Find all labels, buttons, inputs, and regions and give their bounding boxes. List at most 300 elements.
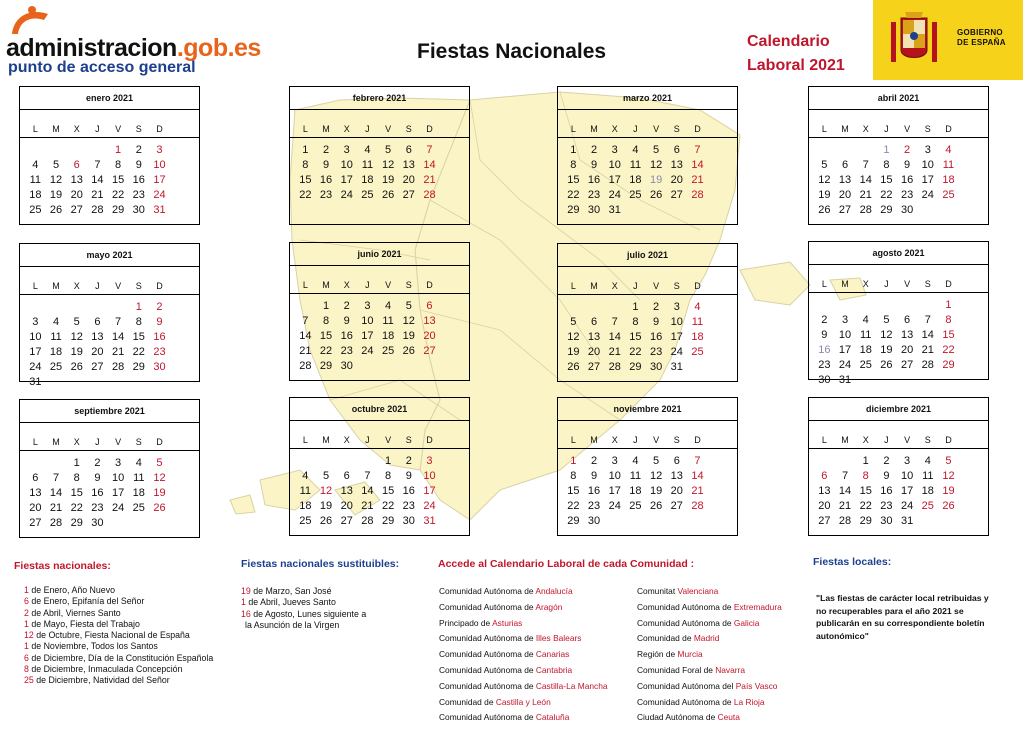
- holiday-date-number: 1: [24, 618, 29, 629]
- weekday-label: D: [945, 279, 952, 289]
- day-grid: [558, 449, 737, 529]
- weekday-label: S: [135, 124, 142, 134]
- day-cell: 9: [904, 159, 911, 171]
- empty-cell: [604, 300, 625, 315]
- day-cell: 26: [649, 189, 663, 201]
- day-cell: 23: [132, 189, 145, 201]
- weekday-label: V: [385, 124, 392, 134]
- day-cell: 19: [153, 487, 166, 499]
- day-cell: 21: [111, 346, 125, 358]
- comunidad-name[interactable]: Navarra: [715, 664, 746, 675]
- day-cell: 4: [385, 300, 392, 312]
- day-cell: 4: [924, 455, 931, 467]
- day-cell: 4: [862, 314, 869, 326]
- day-cell: 11: [922, 470, 934, 482]
- day-cell: 18: [942, 174, 955, 186]
- day-cell: 22: [70, 502, 83, 514]
- day-cell: 18: [49, 346, 63, 358]
- empty-cell: [835, 298, 856, 313]
- day-cell: 28: [361, 515, 374, 527]
- weekday-label: X: [343, 124, 350, 134]
- day-cell: 25: [29, 204, 42, 216]
- gobierno-line1: GOBIERNO: [957, 28, 1003, 37]
- day-cell: 30: [91, 517, 104, 529]
- day-cell: 13: [402, 159, 415, 171]
- day-cell: 19: [49, 189, 63, 201]
- comunidades-title: Accede al Calendario Laboral de cada Comunidad :: [438, 558, 695, 570]
- holiday-date-number: 6: [24, 596, 29, 607]
- month-may: [19, 243, 200, 388]
- logo-domain: .gob.es: [176, 34, 261, 62]
- day-cell: 23: [587, 189, 601, 201]
- empty-cell: [336, 454, 357, 469]
- day-cell: 8: [115, 159, 122, 171]
- comunidad-link[interactable]: [439, 631, 608, 647]
- day-cell: 30: [132, 204, 145, 216]
- day-cell: 11: [942, 159, 955, 171]
- day-cell: 20: [29, 502, 42, 514]
- comunidad-name[interactable]: Castilla y León: [495, 696, 551, 707]
- day-cell: 20: [838, 189, 852, 201]
- month-october: [289, 397, 470, 536]
- empty-cell: [87, 143, 108, 158]
- day-cell: 4: [364, 144, 371, 156]
- day-cell: 3: [32, 316, 39, 328]
- weekday-label: V: [115, 281, 122, 291]
- day-cell: 25: [629, 500, 642, 512]
- day-cell: 29: [319, 360, 333, 372]
- day-cell: 17: [838, 344, 852, 356]
- day-cell: 5: [653, 455, 660, 467]
- month-title: noviembre 2021: [558, 398, 737, 421]
- weekday-label: L: [302, 435, 308, 445]
- month-title: febrero 2021: [290, 87, 469, 110]
- weekday-label: S: [924, 279, 931, 289]
- comunidad-prefix: Comunitat: [637, 586, 678, 596]
- day-cell: 28: [859, 204, 872, 216]
- day-cell: 19: [649, 485, 663, 497]
- day-cell: 11: [299, 485, 312, 497]
- holiday-item: [24, 653, 234, 664]
- day-cell: 31: [900, 515, 914, 527]
- day-cell: 3: [364, 300, 371, 312]
- day-cell: 18: [629, 485, 642, 497]
- day-cell: 11: [50, 331, 62, 343]
- day-cell: 17: [608, 485, 621, 497]
- day-cell: 18: [299, 500, 312, 512]
- weekday-label: D: [694, 435, 701, 445]
- day-cell: 31: [838, 374, 852, 386]
- day-cell: 5: [52, 159, 60, 171]
- day-cell: 14: [91, 174, 104, 186]
- weekday-label: D: [156, 437, 163, 447]
- comunidad-name[interactable]: Ceuta: [717, 712, 740, 723]
- day-cell: 20: [340, 500, 353, 512]
- day-cell: 8: [862, 470, 869, 482]
- comunidad-link[interactable]: [439, 647, 608, 663]
- day-cell: 10: [670, 316, 683, 328]
- comunidad-link[interactable]: [637, 600, 782, 616]
- day-grid: [558, 295, 737, 375]
- day-cell: 13: [340, 485, 353, 497]
- day-cell: 24: [111, 502, 125, 514]
- weekday-header: [809, 110, 988, 134]
- day-cell: 12: [942, 470, 955, 482]
- day-grid: [809, 138, 988, 218]
- comunidades-section: [438, 558, 808, 723]
- weekday-label: V: [115, 124, 122, 134]
- day-cell: 9: [156, 316, 163, 328]
- day-cell: 24: [423, 500, 436, 512]
- day-cell: 1: [73, 457, 80, 469]
- day-grid: [290, 138, 469, 203]
- comunidad-link[interactable]: [439, 584, 608, 600]
- day-cell: 29: [567, 515, 580, 527]
- comunidad-name[interactable]: Canarias: [535, 649, 570, 660]
- comunidad-link[interactable]: [637, 616, 782, 632]
- day-cell: 22: [111, 189, 125, 201]
- comunidad-link[interactable]: [439, 710, 608, 726]
- comunidad-link[interactable]: [637, 631, 782, 647]
- weekday-label: D: [426, 124, 433, 134]
- weekday-label: S: [405, 435, 412, 445]
- day-cell: 3: [611, 455, 618, 467]
- day-cell: 28: [838, 515, 852, 527]
- holiday-description: de Mayo, Fiesta del Trabajo: [28, 618, 140, 629]
- weekday-label: X: [343, 435, 350, 445]
- day-cell: 16: [319, 174, 333, 186]
- weekday-label: L: [302, 124, 308, 134]
- day-cell: 1: [883, 144, 890, 156]
- day-cell: 12: [153, 472, 166, 484]
- calendar-title-line1: Calendario: [747, 33, 830, 50]
- day-cell: 17: [608, 174, 621, 186]
- day-cell: 17: [153, 174, 166, 186]
- day-cell: 20: [900, 344, 914, 356]
- logo-subtitle: punto de acceso general: [8, 59, 196, 76]
- day-cell: 1: [302, 144, 309, 156]
- weekday-label: L: [570, 281, 576, 291]
- comunidad-link[interactable]: [637, 695, 782, 711]
- comunidad-name[interactable]: Madrid: [693, 633, 720, 644]
- weekday-label: S: [405, 124, 412, 134]
- day-cell: 3: [115, 457, 122, 469]
- weekday-header: [290, 421, 469, 445]
- holiday-item: [24, 608, 234, 619]
- day-cell: 22: [629, 346, 642, 358]
- day-cell: 7: [611, 316, 618, 328]
- comunidad-prefix: Ciudad Autónoma de: [637, 712, 718, 723]
- day-cell: 8: [632, 316, 639, 328]
- day-cell: 18: [921, 485, 934, 497]
- day-cell: 21: [91, 189, 104, 201]
- day-cell: 16: [91, 487, 104, 499]
- day-cell: 13: [900, 329, 914, 341]
- weekday-label: S: [924, 124, 931, 134]
- comunidad-name[interactable]: La Rioja: [733, 696, 765, 707]
- logo-main: administracion: [6, 34, 177, 62]
- day-cell: 7: [94, 159, 101, 171]
- calendar-title: [747, 30, 845, 78]
- weekday-label: S: [135, 281, 142, 291]
- comunidades-col1: [439, 584, 608, 726]
- day-cell: 9: [322, 159, 330, 171]
- comunidad-name[interactable]: Cataluña: [535, 712, 570, 723]
- day-grid: [20, 138, 199, 218]
- day-cell: 22: [299, 189, 312, 201]
- day-cell: 1: [115, 144, 122, 156]
- day-cell: 15: [567, 174, 580, 186]
- comunidad-link[interactable]: [637, 710, 782, 726]
- day-cell: 1: [862, 455, 869, 467]
- weekday-header: [809, 421, 988, 445]
- month-august: [808, 241, 989, 386]
- comunidad-link[interactable]: [439, 663, 608, 679]
- weekday-label: M: [590, 124, 598, 134]
- weekday-label: J: [95, 281, 100, 291]
- day-cell: 24: [921, 189, 934, 201]
- weekday-label: J: [365, 435, 370, 445]
- day-cell: 16: [153, 331, 166, 343]
- day-cell: 25: [691, 346, 704, 358]
- day-cell: 18: [629, 174, 642, 186]
- day-cell: 18: [29, 189, 42, 201]
- day-cell: 30: [587, 515, 601, 527]
- day-cell: 16: [818, 344, 831, 356]
- day-cell: 18: [381, 330, 395, 342]
- gobierno-text: [957, 28, 1006, 48]
- weekday-label: J: [365, 124, 370, 134]
- weekday-label: V: [115, 437, 122, 447]
- holiday-date-number: 1: [24, 641, 29, 652]
- month-september: [19, 399, 200, 538]
- weekday-label: D: [694, 124, 701, 134]
- comunidad-name[interactable]: Valenciana: [677, 586, 719, 596]
- day-cell: 16: [880, 485, 893, 497]
- day-cell: 28: [691, 189, 704, 201]
- day-cell: 22: [942, 344, 955, 356]
- day-cell: 17: [900, 485, 914, 497]
- comunidad-prefix: Comunidad Autónoma del: [637, 680, 736, 691]
- day-cell: 7: [694, 455, 701, 467]
- day-cell: 23: [153, 346, 166, 358]
- day-cell: 26: [70, 361, 83, 373]
- day-cell: 10: [921, 159, 934, 171]
- comunidad-name[interactable]: Andalucía: [535, 586, 573, 596]
- day-cell: 19: [880, 344, 893, 356]
- holiday-description: de Abril, Jueves Santo: [245, 597, 336, 608]
- day-cell: 15: [567, 485, 580, 497]
- comunidad-name[interactable]: Illes Balears: [535, 633, 582, 644]
- comunidad-name[interactable]: Murcia: [677, 649, 703, 660]
- weekday-label: J: [633, 124, 638, 134]
- comunidad-name[interactable]: País Vasco: [735, 680, 778, 691]
- day-cell: 9: [135, 159, 142, 171]
- day-cell: 31: [670, 361, 683, 373]
- day-cell: 22: [567, 189, 580, 201]
- day-cell: 10: [838, 329, 852, 341]
- day-cell: 29: [859, 515, 872, 527]
- month-november: [557, 397, 738, 536]
- day-cell: 24: [340, 189, 353, 201]
- day-cell: 12: [319, 485, 333, 497]
- comunidad-name[interactable]: Cantabria: [535, 664, 573, 675]
- empty-cell: [108, 300, 129, 315]
- day-cell: 23: [649, 346, 663, 358]
- month-january: [19, 86, 200, 225]
- day-cell: 10: [340, 159, 353, 171]
- weekday-label: L: [570, 435, 576, 445]
- day-cell: 25: [942, 189, 955, 201]
- day-cell: 12: [880, 329, 893, 341]
- day-cell: 16: [402, 485, 415, 497]
- day-cell: 2: [94, 457, 101, 469]
- weekday-label: J: [884, 279, 889, 289]
- holiday-date-number: 6: [24, 652, 29, 663]
- day-cell: 3: [343, 144, 350, 156]
- weekday-header: [20, 110, 199, 134]
- day-cell: 6: [32, 472, 39, 484]
- day-cell: 19: [402, 330, 415, 342]
- day-cell: 30: [900, 204, 914, 216]
- weekday-label: X: [73, 124, 80, 134]
- day-cell: 22: [132, 346, 145, 358]
- comunidad-link[interactable]: [637, 647, 782, 663]
- day-cell: 12: [649, 470, 663, 482]
- gobierno-logo[interactable]: [873, 0, 1023, 80]
- day-cell: 28: [91, 204, 104, 216]
- day-cell: 20: [70, 189, 83, 201]
- day-cell: 17: [361, 330, 374, 342]
- comunidad-name[interactable]: Aragón: [535, 601, 563, 612]
- day-cell: 24: [29, 361, 42, 373]
- day-cell: 3: [841, 314, 849, 326]
- holiday-item: [24, 596, 234, 607]
- day-cell: 10: [153, 159, 166, 171]
- day-cell: 13: [587, 331, 601, 343]
- comunidad-link[interactable]: [637, 679, 782, 695]
- comunidad-prefix: Comunidad Autónoma de: [439, 586, 536, 596]
- comunidad-link[interactable]: [439, 616, 608, 632]
- holiday-description: de Marzo, San José: [250, 586, 332, 596]
- month-april: [808, 86, 989, 225]
- weekday-header: [290, 266, 469, 290]
- comunidad-link[interactable]: [439, 695, 608, 711]
- comunidad-name[interactable]: Extremadura: [733, 601, 782, 612]
- day-cell: 8: [135, 316, 142, 328]
- day-cell: 21: [859, 189, 872, 201]
- holiday-date-number: 8: [24, 664, 29, 675]
- day-cell: 6: [343, 470, 350, 482]
- day-cell: 18: [859, 344, 872, 356]
- day-cell: 12: [381, 159, 395, 171]
- comunidad-name[interactable]: Castilla-La Mancha: [535, 680, 608, 691]
- comunidad-link[interactable]: [439, 679, 608, 695]
- day-cell: 2: [821, 314, 828, 326]
- day-cell: 7: [302, 315, 309, 327]
- weekday-label: L: [821, 279, 827, 289]
- day-cell: 15: [859, 485, 872, 497]
- day-cell: 6: [73, 159, 80, 171]
- day-cell: 1: [632, 301, 639, 313]
- day-grid: [290, 449, 469, 529]
- day-cell: 6: [94, 316, 101, 328]
- month-june: [289, 242, 470, 381]
- weekday-label: V: [653, 124, 660, 134]
- weekday-label: M: [322, 435, 330, 445]
- day-cell: 23: [900, 189, 914, 201]
- comunidad-prefix: Comunidad Autónoma de: [637, 696, 734, 707]
- day-cell: 31: [608, 204, 621, 216]
- sustituibles-section: [241, 558, 431, 631]
- empty-cell: [295, 299, 316, 314]
- weekday-label: X: [73, 437, 80, 447]
- day-cell: 27: [670, 189, 683, 201]
- day-cell: 2: [405, 455, 412, 467]
- day-cell: 12: [49, 174, 63, 186]
- day-cell: 24: [670, 346, 683, 358]
- comunidad-link[interactable]: [637, 584, 782, 600]
- comunidad-name[interactable]: Asturias: [492, 617, 523, 628]
- day-cell: 26: [880, 359, 893, 371]
- day-cell: 10: [423, 470, 436, 482]
- day-cell: 2: [135, 144, 142, 156]
- day-cell: 19: [567, 346, 580, 358]
- day-cell: 14: [299, 330, 312, 342]
- day-cell: 5: [385, 144, 392, 156]
- day-cell: 1: [135, 301, 142, 313]
- day-cell: 21: [423, 174, 436, 186]
- empty-cell: [835, 454, 856, 469]
- day-cell: 8: [322, 315, 330, 327]
- day-cell: 23: [587, 500, 601, 512]
- holiday-item: [24, 675, 234, 686]
- day-cell: 14: [361, 485, 374, 497]
- sustituibles-title: Fiestas nacionales sustituibles:: [241, 558, 400, 570]
- weekday-label: D: [945, 435, 952, 445]
- day-cell: 22: [567, 500, 580, 512]
- empty-cell: [876, 298, 897, 313]
- gob-logo[interactable]: [6, 4, 261, 78]
- day-cell: 20: [423, 330, 436, 342]
- day-cell: 12: [402, 315, 415, 327]
- holiday-item: [241, 609, 431, 620]
- holiday-description: de Agosto, Lunes siguiente a: [250, 608, 367, 619]
- day-cell: 27: [91, 361, 104, 373]
- day-cell: 1: [322, 300, 330, 312]
- day-cell: 11: [29, 174, 42, 186]
- month-title: diciembre 2021: [809, 398, 988, 421]
- day-cell: 21: [691, 485, 704, 497]
- day-cell: 5: [156, 457, 163, 469]
- day-cell: 9: [94, 472, 101, 484]
- day-cell: 12: [818, 174, 831, 186]
- weekday-label: S: [924, 435, 931, 445]
- comunidad-link[interactable]: [637, 663, 782, 679]
- weekday-label: M: [841, 279, 849, 289]
- comunidad-name[interactable]: Galicia: [733, 617, 760, 628]
- holiday-description: de Abril, Viernes Santo: [28, 607, 121, 618]
- day-cell: 30: [649, 361, 663, 373]
- day-cell: 22: [859, 500, 872, 512]
- day-cell: 7: [52, 472, 60, 484]
- day-cell: 19: [319, 500, 333, 512]
- day-cell: 20: [818, 500, 831, 512]
- holiday-description: de Octubre, Fiesta Nacional de España: [33, 630, 190, 641]
- weekday-header: [558, 421, 737, 445]
- comunidad-link[interactable]: [439, 600, 608, 616]
- day-cell: 6: [590, 316, 598, 328]
